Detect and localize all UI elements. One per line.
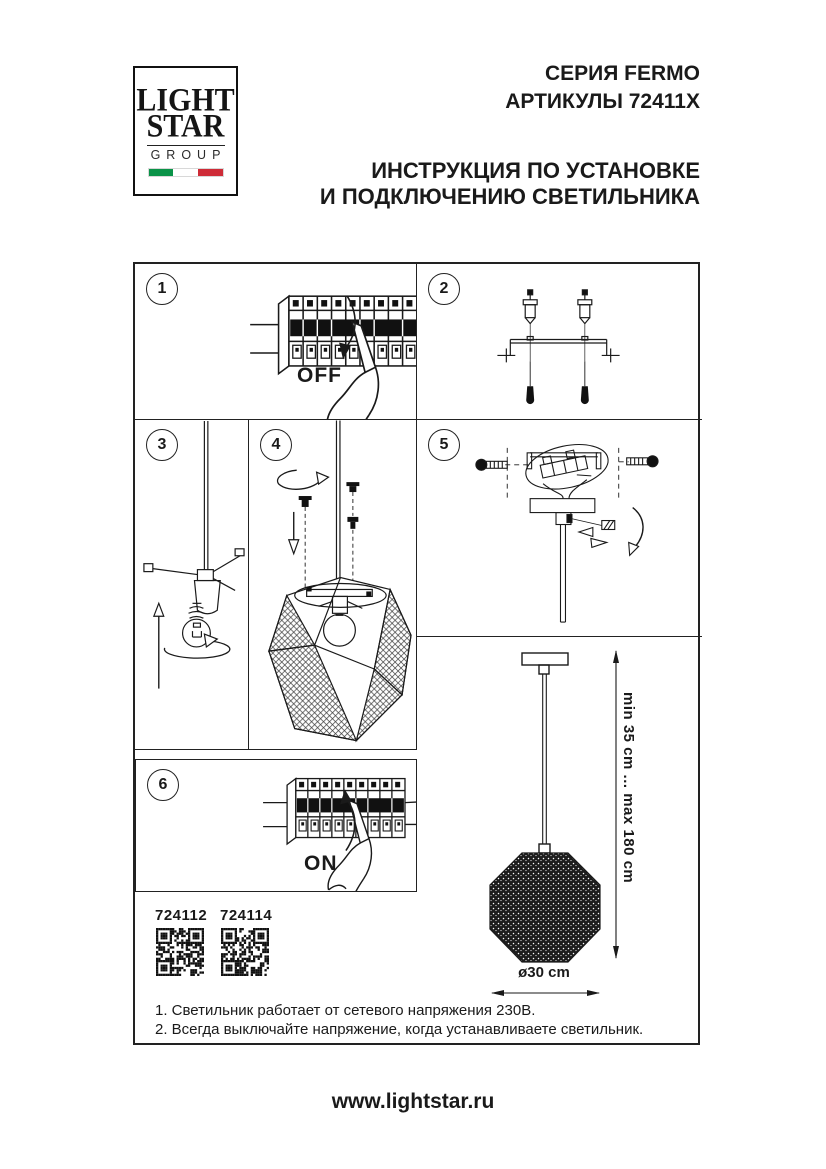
article-724114 [220, 907, 273, 981]
step-3-panel [135, 420, 249, 750]
lightstar-logo [133, 66, 238, 196]
instruction-title-line1: ИНСТРУКЦИЯ ПО УСТАНОВКЕ [371, 158, 700, 183]
logo-word-group: GROUP [150, 147, 227, 162]
on-label: ON [304, 852, 338, 875]
diameter-dimension: ø30 cm [518, 964, 570, 981]
qr-code-icon [221, 928, 269, 976]
step-5-panel [417, 420, 702, 637]
step-2-number: 2 [428, 273, 460, 305]
article-724112 [155, 907, 208, 981]
website-url: www.lightstar.ru [331, 1090, 495, 1113]
shade-assembly-illustration [249, 420, 416, 749]
step-2-panel [417, 264, 702, 420]
height-range-dimension: min 35 cm ... max 180 cm [620, 692, 637, 884]
pendant-dimensions-area [417, 637, 702, 1047]
pendant-drawing [417, 637, 702, 1047]
ceiling-mount-illustration [417, 420, 702, 636]
step-4-number: 4 [260, 429, 292, 461]
step-3-number: 3 [146, 429, 178, 461]
logo-word-light: LIGHT [136, 82, 235, 119]
article-number: 724114 [220, 907, 273, 924]
article-number: 724112 [155, 907, 208, 924]
step-1-panel [135, 264, 417, 420]
italian-flag-icon [148, 168, 224, 177]
logo-rule [147, 145, 225, 146]
step-5-number: 5 [428, 429, 460, 461]
safety-notes [155, 1001, 643, 1039]
note-2: 2. Всегда выключайте напряжение, когда устанавливаете светильник. [155, 1021, 644, 1038]
step-4-panel [249, 420, 417, 750]
step-6-panel [135, 759, 417, 892]
bulb-install-illustration [135, 420, 248, 749]
instruction-title-line2: И ПОДКЛЮЧЕНИЮ СВЕТИЛЬНИКА [319, 184, 700, 209]
header [320, 60, 700, 210]
logo-word-star: STAR [146, 109, 225, 145]
qr-code-icon [156, 928, 204, 976]
step-6-number: 6 [147, 769, 179, 801]
articles-title: АРТИКУЛЫ 72411X [505, 90, 700, 113]
step-1-number: 1 [146, 273, 178, 305]
note-1: 1. Светильник работает от сетевого напряжения 230В. [155, 1002, 536, 1019]
series-title: СЕРИЯ FERMO [544, 62, 700, 85]
off-label: OFF [297, 364, 342, 387]
instruction-diagram-area [133, 262, 700, 1045]
